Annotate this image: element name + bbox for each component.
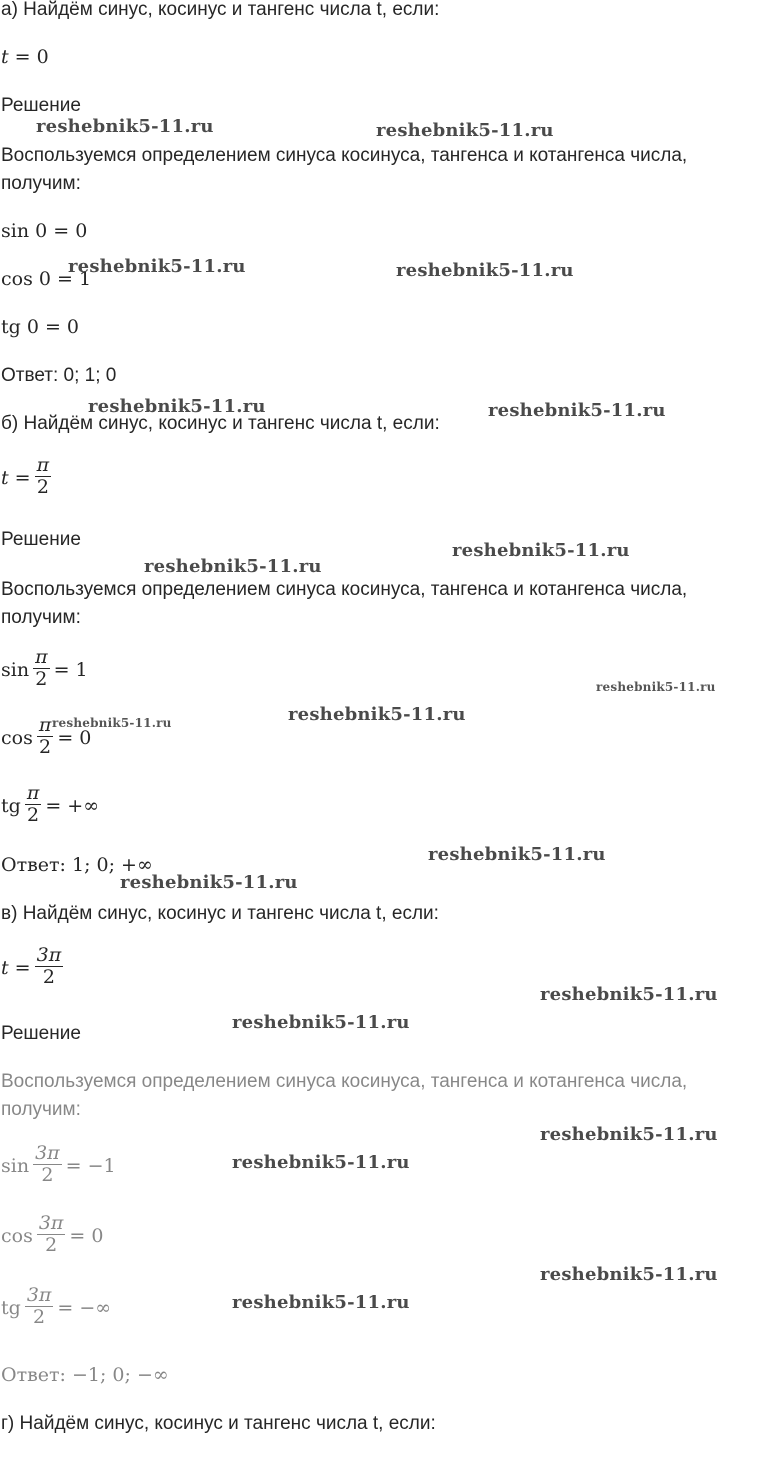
watermark: reshebnik5-11.ru — [452, 540, 630, 561]
heading-a: а) Найдём синус, косинус и тангенс числа t, если: — [1, 0, 440, 20]
intro-line2-b: получим: — [1, 607, 81, 628]
watermark: reshebnik5-11.ru — [376, 120, 554, 141]
tg-eq-c: tg $\frac{3\pi}{2}$ = −∞ — [1, 1284, 112, 1329]
intro-line-b: Воспользуемся определением синуса косинуса, тангенса и котангенса числа, — [1, 579, 688, 600]
watermark: reshebnik5-11.ru — [232, 1012, 410, 1033]
t-value-a: t = 0 — [1, 46, 49, 68]
solution-label-c: Решение — [1, 1023, 81, 1044]
heading-d: г) Найдём синус, косинус и тангенс числа t, если: — [1, 1413, 436, 1434]
watermark: reshebnik5-11.ru — [52, 716, 172, 730]
answer-c: Ответ: −1; 0; −∞ — [1, 1364, 169, 1386]
watermark: reshebnik5-11.ru — [540, 1264, 718, 1285]
watermark: reshebnik5-11.ru — [428, 844, 606, 865]
answer-a: Ответ: 0; 1; 0 — [1, 365, 117, 386]
watermark: reshebnik5-11.ru — [120, 872, 298, 893]
watermark: reshebnik5-11.ru — [288, 704, 466, 725]
watermark: reshebnik5-11.ru — [144, 556, 322, 577]
heading-c: в) Найдём синус, косинус и тангенс числа t, если: — [1, 903, 439, 924]
intro-line-a: Воспользуемся определением синуса косинуса, тангенса и котангенса числа, — [1, 145, 688, 166]
heading-b: б) Найдём синус, косинус и тангенс числа t, если: — [1, 413, 440, 434]
intro-line-c: Воспользуемся определением синуса косинуса, тангенса и котангенса числа, — [1, 1071, 688, 1092]
watermark: reshebnik5-11.ru — [596, 680, 716, 694]
watermark: reshebnik5-11.ru — [488, 400, 666, 421]
watermark: reshebnik5-11.ru — [68, 256, 246, 277]
watermark: reshebnik5-11.ru — [232, 1292, 410, 1313]
answer-b: Ответ: 1; 0; +∞ — [1, 854, 153, 876]
watermark: reshebnik5-11.ru — [540, 984, 718, 1005]
fraction-pi-over-2: $\frac{\pi}{2}$ — [36, 454, 50, 499]
intro-line2-c: получим: — [1, 1099, 81, 1120]
tg-eq-b: tg $\frac{\pi}{2}$ = +∞ — [1, 782, 100, 827]
watermark: reshebnik5-11.ru — [540, 1124, 718, 1145]
cos-eq-a: cos 0 = 1 — [1, 268, 92, 290]
watermark: reshebnik5-11.ru — [232, 1152, 410, 1173]
sin-eq-c: sin $\frac{3\pi}{2}$ = −1 — [1, 1142, 116, 1187]
t-value-c: t = $\frac{3\pi}{2}$ — [1, 944, 62, 989]
solution-label-b: Решение — [1, 529, 81, 550]
fraction-3pi-over-2: $\frac{3\pi}{2}$ — [36, 944, 62, 989]
cos-eq-b: cos $\frac{\pi}{2}$ = 0 — [1, 714, 92, 759]
t-value-b: t = $\frac{\pi}{2}$ — [1, 454, 50, 499]
solution-label-a: Решение — [1, 95, 81, 116]
sin-eq-b: sin $\frac{\pi}{2}$ = 1 — [1, 646, 88, 691]
sin-eq-a: sin 0 = 0 — [1, 220, 88, 242]
cos-eq-c: cos $\frac{3\pi}{2}$ = 0 — [1, 1212, 104, 1257]
watermark: reshebnik5-11.ru — [88, 396, 266, 417]
watermark: reshebnik5-11.ru — [396, 260, 574, 281]
intro-line2-a: получим: — [1, 173, 81, 194]
watermark: reshebnik5-11.ru — [36, 116, 214, 137]
tg-eq-a: tg 0 = 0 — [1, 316, 80, 338]
